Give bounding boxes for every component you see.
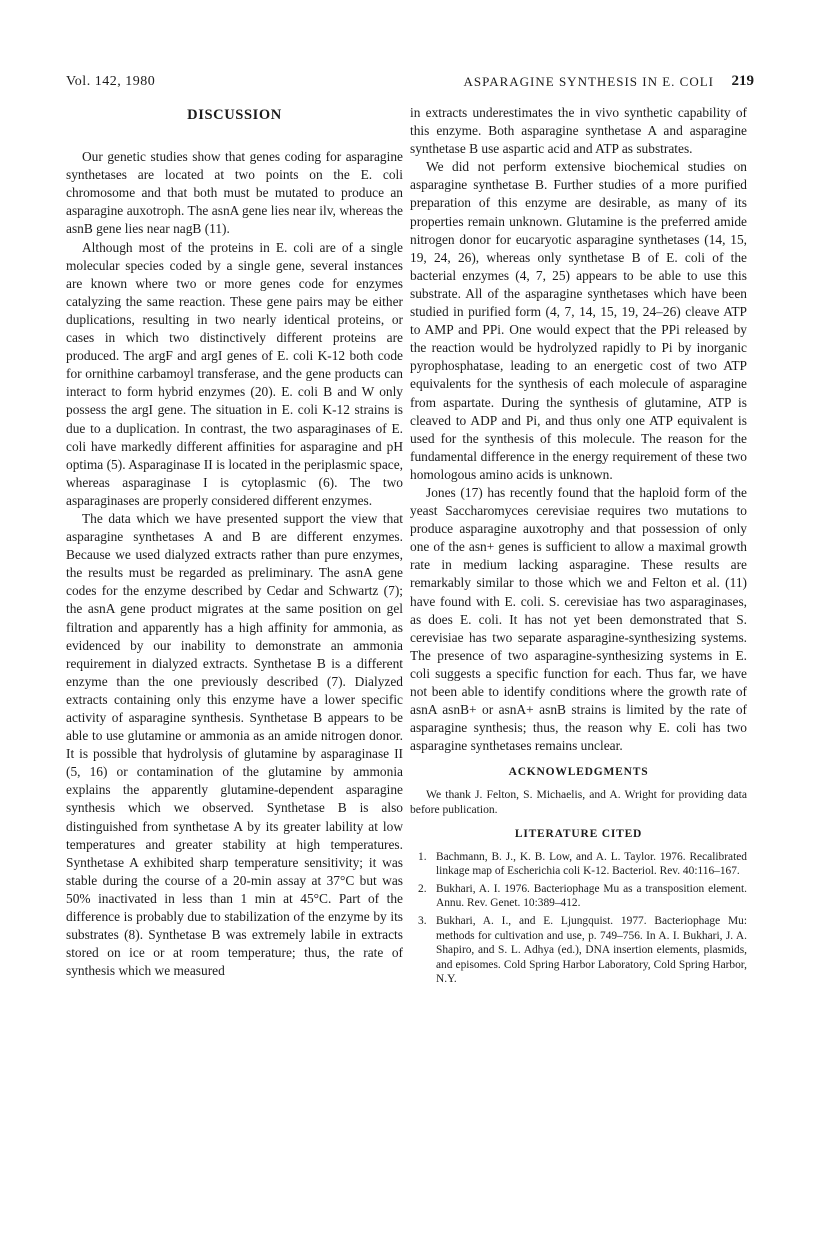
discussion-paragraph: in extracts underestimates the in vivo synthetic capability of this enzyme. Both asparagine synthetase A and asparagine synthetase B use aspartic acid and ATP as substrates. xyxy=(410,105,747,157)
reference-item xyxy=(410,850,747,879)
discussion-paragraph: We did not perform extensive biochemical studies on asparagine synthetase B. Further studies of a more purified preparation of this enzyme are desirable, as many of its properties remain unknown. Glutamine is the preferred amide nitrogen donor for eucaryotic asparagine synthetases (14, 15, 19, 24, 26), whereas only synthetase B of E. coli of the bacterial enzymes (4, 7, 25) appears to be able to use this substrate. All of the asparagine synthetases which have been studied in purified form (4, 7, 14, 15, 19, 24–26) cleave ATP to AMP and PPi. One would expect that the PPi released by the reaction would be hydrolyzed rapidly to Pi by inorganic pyrophosphatase, leading to an energetic cost of two ATP equivalents for the synthesis of each molecule of asparagine from aspartate. During the synthesis of glutamine, ATP is cleaved to ADP and Pi, and thus only one ATP equivalent is used for the synthesis of this molecule. The reason for the fundamental difference in the energy requirement of these two homologous amino acids is unknown. xyxy=(410,159,747,482)
right-column xyxy=(410,104,747,990)
reference-item xyxy=(410,914,747,987)
reference-number: 3. xyxy=(418,914,427,927)
reference-text: Bachmann, B. J., K. B. Low, and A. L. Taylor. 1976. Recalibrated linkage map of Escherichia coli K-12. Bacteriol. Rev. 40:116–167. xyxy=(436,850,747,878)
left-column xyxy=(66,104,403,980)
discussion-paragraph: Our genetic studies show that genes coding for asparagine synthetases are located at two points on the E. coli chromosome and that both must be mutated to produce an asparagine auxotroph. The asnA gene lies near ilv, whereas the asnB gene lies near nagB (11). xyxy=(66,149,403,237)
reference-item xyxy=(410,882,747,911)
literature-heading: LITERATURE CITED xyxy=(514,828,643,841)
discussion-heading: DISCUSSION xyxy=(187,107,282,123)
discussion-paragraph: Jones (17) has recently found that the haploid form of the yeast Saccharomyces cerevisiae requires two mutations to produce asparagine auxotrophy and that possession of only one of the asn+ genes is sufficient to allow a maximal growth rate in medium lacking asparagine. These results are remarkably similar to those which we and Felton et al. (11) have found with E. coli. S. cerevisiae has two asparaginases, as does E. coli. It has not yet been demonstrated that S. cerevisiae has two separate asparagine-synthesizing systems. The presence of two asparagine-synthesizing systems in E. coli suggests a specific function for each. Thus far, we have not been able to identify conditions where the growth rate of asnA asnB+ or asnA+ asnB strains is limited by the rate of asparagine synthesis; thus, the reason why E. coli has two asparagine synthetases remains unclear. xyxy=(410,484,747,754)
reference-number: 1. xyxy=(418,850,427,863)
volume-label: Vol. 142, 1980 xyxy=(66,74,156,89)
reference-number: 2. xyxy=(418,882,427,895)
discussion-paragraph: The data which we have presented support the view that asparagine synthetases A and B are different enzymes. Because we used dialyzed extracts rather than pure enzymes, the results must be regarded as preliminary. The asnA gene codes for the enzyme described by Cedar and Schwartz (7); the asnA gene product migrates at the same position on gel filtration and apparently has a high affinity for ammonia, as evidenced by our inability to demonstrate an ammonia requirement in dialyzed extracts. Synthetase B is a different enzyme than the one previously described (7). Dialyzed extracts containing only this enzyme have a lower specific activity of asparagine synthesis. Synthetase B appears to be able to use glutamine or ammonia as an amide nitrogen donor. It is possible that hydrolysis of glutamine by asparaginase II (5, 16) or contamination of the glutamine by ammonia explains the apparently glutamine-dependent asparagine synthesis which we observed. Synthetase B is also distinguished from synthetase A by its greater lability at low temperatures and greater stability at high temperatures. Synthetase A exhibited sharp temperature sensitivity; it was stable during the course of a 20-min assay at 37°C but was 50% inactivated in less than 1 min at 45°C. Part of the difference is probably due to stabilization of the enzyme by its substrates (8). Synthetase B was extremely labile in extracts stored on ice or at room temperature; thus, the rate of synthesis which we measured xyxy=(66,510,403,979)
acknowledgments-heading: ACKNOWLEDGMENTS xyxy=(508,766,649,779)
reference-list xyxy=(410,850,747,987)
discussion-paragraph: Although most of the proteins in E. coli are of a single molecular species coded by a single gene, several instances are known where two or more genes code for enzymes catalyzing the same reaction. These gene pairs may be either duplications, resulting in two nearly identical proteins, or cases in which two distinctively different proteins are produced. The argF and argI genes of E. coli K-12 both code for ornithine carbamoyl transferase, and the gene products can interact to form hybrid enzymes (20). E. coli B and W only possess the argI gene. The situation in E. coli K-12 strains is due to a duplication. In contrast, the two asparaginases of E. coli have markedly different affinities for asparagine and pH optima (5). Asparaginase II is located in the periplasmic space, whereas asparaginase I is cytoplasmic (6). The two asparaginases are properly considered different enzymes. xyxy=(66,239,403,508)
acknowledgments-text: We thank J. Felton, S. Michaelis, and A. Wright for providing data before publication. xyxy=(410,788,747,817)
reference-text: Bukhari, A. I., and E. Ljungquist. 1977. Bacteriophage Mu: methods for cultivation and use, p. 749–756. In A. I. Bukhari, J. A. Shapiro, and S. L. Adhya (ed.), DNA insertion elements, plasmids, and episomes. Cold Spring Harbor Laboratory, Cold Spring Harbor, N.Y. xyxy=(436,914,747,986)
running-header xyxy=(66,74,754,96)
reference-text: Bukhari, A. I. 1976. Bacteriophage Mu as a transposition element. Annu. Rev. Genet. 10:389–412. xyxy=(436,882,747,910)
page-number: 219 xyxy=(731,73,754,89)
running-title: ASPARAGINE SYNTHESIS IN E. COLI xyxy=(463,74,714,89)
